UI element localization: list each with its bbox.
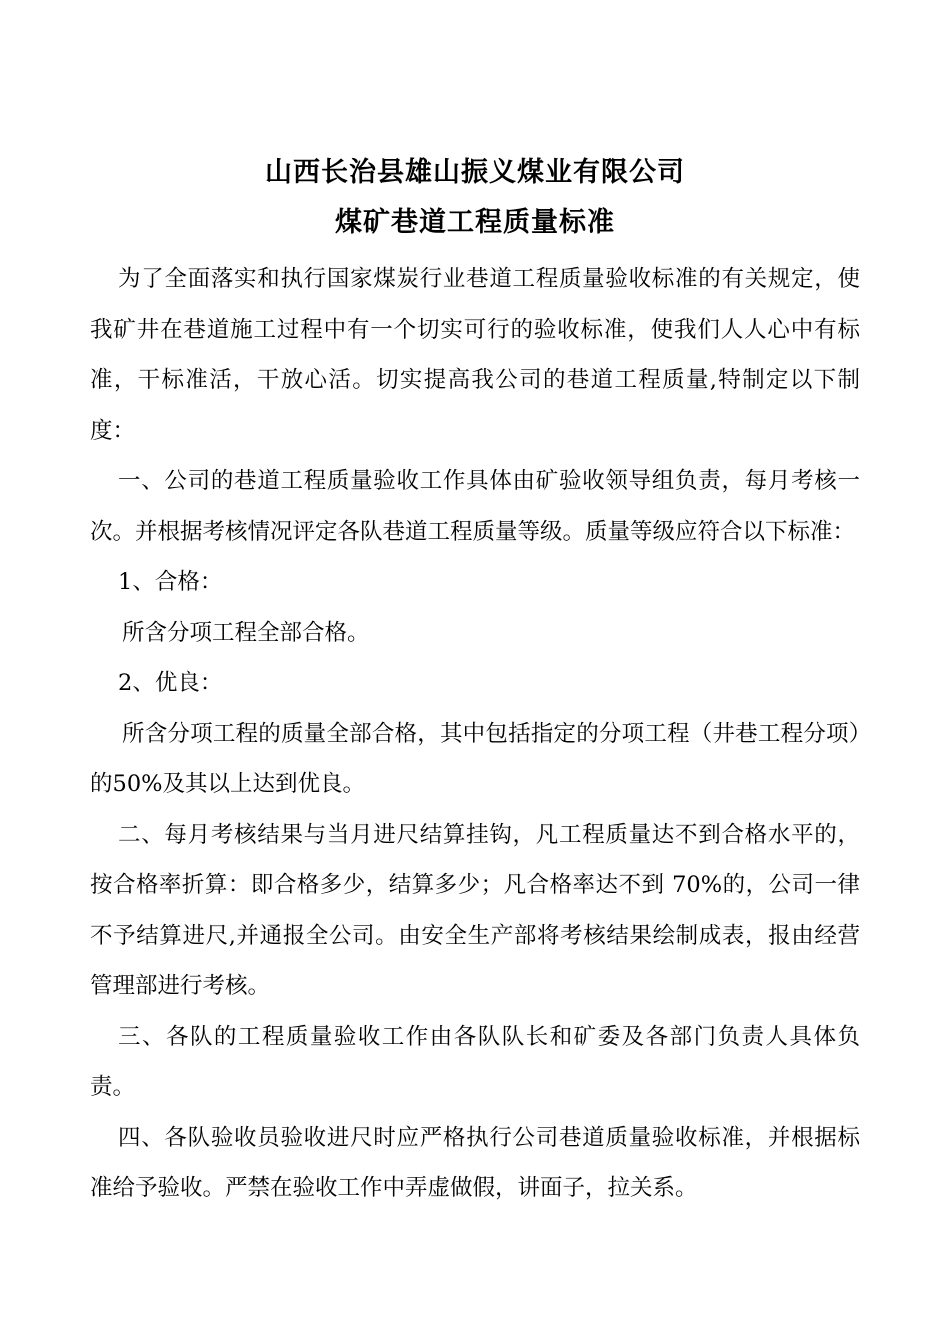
document-page: [90, 0, 860, 1344]
item-qualified-text: 所含分项工程全部合格。: [122, 619, 370, 646]
intro-paragraph: 为了全面落实和执行国家煤炭行业巷道工程质量验收标准的有关规定，使我矿井在巷道施工过程中有一个切实可行的验收标准，使我们人人心中有标准，干标准活，干放心活。切实提高我公司的巷道工程质量,特制定以下制度：: [90, 266, 860, 444]
company-title: 山西长治县雄山振义煤业有限公司: [265, 157, 685, 188]
item-excellent-text: 所含分项工程的质量全部合格，其中包括指定的分项工程（井巷工程分项）的50%及其以上达到优良。: [90, 720, 860, 797]
item-qualified-heading: 1、合格：: [118, 569, 223, 595]
document-title: 煤矿巷道工程质量标准: [335, 207, 615, 238]
section-2-paragraph: 二、每月考核结果与当月进尺结算挂钩，凡工程质量达不到合格水平的，按合格率折算：即合格多少，结算多少；凡合格率达不到 70%的，公司一律不予结算进尺,并通报全公司。由安全生产部将考核结果绘制成表，报由经营管理部进行考核。: [90, 821, 860, 999]
section-4-paragraph: 四、各队验收员验收进尺时应严格执行公司巷道质量验收标准，并根据标准给予验收。严禁在验收工作中弄虚做假，讲面子，拉关系。: [90, 1124, 860, 1201]
item-excellent-heading: 2、优良：: [118, 670, 223, 696]
section-3-paragraph: 三、各队的工程质量验收工作由各队队长和矿委及各部门负责人具体负责。: [90, 1023, 860, 1100]
document-body: [90, 254, 860, 1214]
section-1-paragraph: 一、公司的巷道工程质量验收工作具体由矿验收领导组负责，每月考核一次。并根据考核情况评定各队巷道工程质量等级。质量等级应符合以下标准：: [90, 468, 860, 545]
